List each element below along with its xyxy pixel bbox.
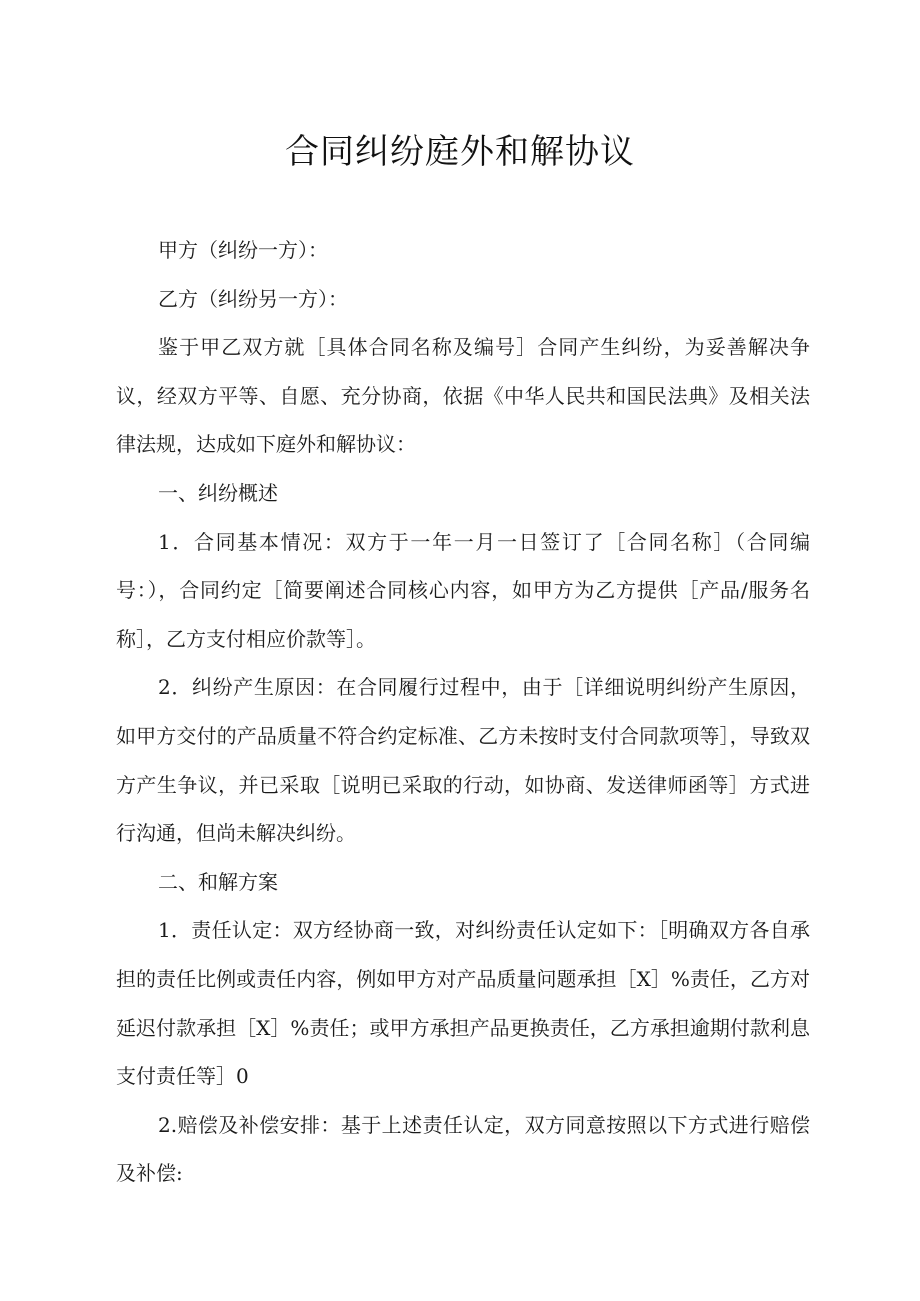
document-body: [116, 226, 810, 1198]
overview-item-dispute-cause: 2．纠纷产生原因：在合同履行过程中，由于［详细说明纠纷产生原因，如甲方交付的产品质量不符合约定标准、乙方未按时支付合同款项等］，导致双方产生争议，并已采取［说明已采取的行动，如协商、发送律师函等］方式进行沟通，但尚未解决纠纷。: [116, 675, 810, 846]
document-title: 合同纠纷庭外和解协议: [285, 132, 635, 172]
settlement-item-compensation: 2.赔偿及补偿安排：基于上述责任认定，双方同意按照以下方式进行赔偿及补偿:: [116, 1112, 810, 1186]
intro-paragraph: 鉴于甲乙双方就［具体合同名称及编号］合同产生纠纷，为妥善解决争议，经双方平等、自愿、充分协商，依据《中华人民共和国民法典》及相关法律法规，达成如下庭外和解协议：: [116, 335, 810, 457]
section-heading-overview: 一、纠纷概述: [158, 480, 278, 505]
settlement-item-liability: 1．责任认定：双方经协商一致，对纠纷责任认定如下：［明确双方各自承担的责任比例或责任内容，例如甲方对产品质量问题承担［X］%责任，乙方对延迟付款承担［X］%责任；或甲方承担产品更换责任，乙方承担逾期付款利息支付责任等］0: [116, 918, 810, 1089]
overview-item-contract-info: 1．合同基本情况：双方于一年一月一日签订了［合同名称］（合同编号：），合同约定［简要阐述合同核心内容，如甲方为乙方提供［产品/服务名称］，乙方支付相应价款等］。: [116, 529, 810, 651]
party-b-line: 乙方（纠纷另一方）：: [158, 286, 348, 311]
party-a-line: 甲方（纠纷一方）：: [158, 238, 328, 262]
section-heading-settlement: 二、和解方案: [158, 869, 278, 894]
